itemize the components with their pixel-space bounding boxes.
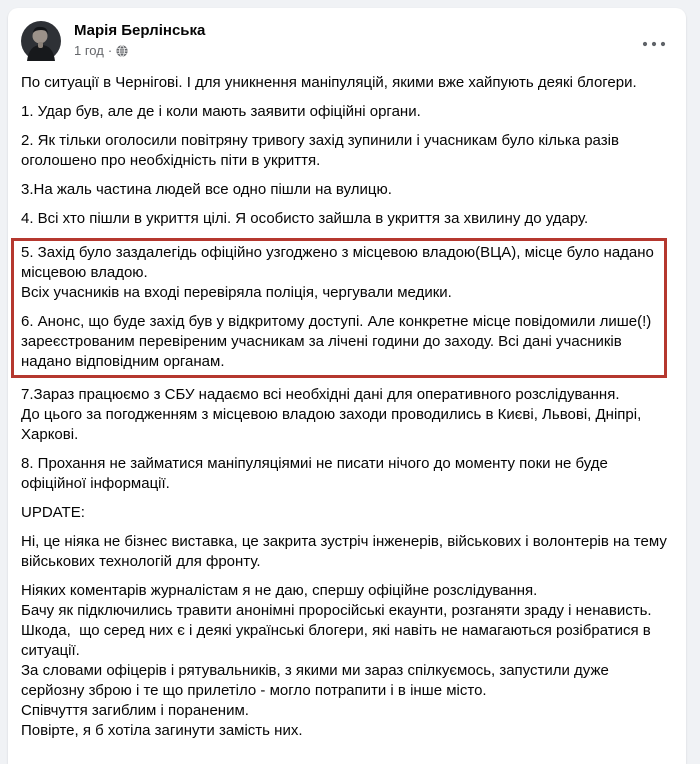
post-paragraph: По ситуації в Чернігові. І для уникнення маніпуляцій, якими вже хайпують деякі блогери.	[21, 74, 637, 91]
red-highlight-annotation-box	[11, 238, 667, 378]
post-paragraph: 5. Захід було заздалегідь офіційно узгоджено з місцевою владою(ВЦА), місце було надано місцевою владою. Всіх учасників на вході перевіряла поліція, чергували медики.	[21, 244, 654, 301]
avatar[interactable]	[21, 21, 61, 61]
post-paragraph: 1. Удар був, але де і коли мають заявити офіційні органи.	[21, 103, 421, 120]
post-text	[8, 61, 686, 764]
post-paragraph: Ніяких коментарів журналістам я не даю, спершу офіційне розслідування. Бачу як підключились травити анонімні проросійські екаунти, розганяти зраду і ненависть. Шкода, що серед них є і деякі українські блогери, які навіть не намагаються розібратися в ситуації. За словами офіцерів і рятувальників, з якими ми зараз спілкуємось, запустили дуже серйозну зброю і те що прилетіло - могло потрапити і в інше місто. Співчуття загиблим і пораненим. Повірте, я б хотіла загинути замість них.	[21, 582, 652, 739]
post-subline	[74, 43, 638, 59]
avatar-portrait	[21, 21, 61, 61]
post-timestamp[interactable]: 1 год	[74, 43, 104, 58]
post-paragraph: 7.Зараз працюємо з СБУ надаємо всі необхідні дані для оперативного розслідування. До цього за погодженням з місцевою владою заходи проводились в Києві, Львові, Дніпрі, Харкові.	[21, 386, 642, 443]
post-paragraph: 6. Анонс, що буде захід був у відкритому доступі. Але конкретне місце повідомили лише(!) зареєстрованим перевіреним учасникам за лічені години до заходу. Всі дані учасників надано відповідним органам.	[21, 313, 656, 370]
post-paragraph: 2. Як тільки оголосили повітряну тривогу захід зупинили і учасникам було кілька разів оголошено про необхідність піти в укриття.	[21, 132, 624, 169]
post-paragraph: 3.На жаль частина людей все одно пішли на вулицю.	[21, 181, 392, 198]
more-options-button[interactable]	[638, 31, 670, 55]
author-name[interactable]: Марія Берлінська	[74, 22, 206, 39]
post-paragraph: UPDATE:	[21, 504, 85, 521]
globe-icon	[116, 45, 128, 57]
post-header-meta	[74, 21, 638, 59]
post-paragraph: 4. Всі хто пішли в укриття цілі. Я особисто зайшла в укриття за хвилину до удару.	[21, 210, 589, 227]
post-paragraph: Ні, це ніяка не бізнес виставка, це закрита зустріч інженерів, військових і волонтерів на тему військових технологій для фронту.	[21, 533, 671, 570]
facebook-post-card	[8, 8, 686, 764]
post-paragraph: 8. Прохання не займатися маніпуляціямиі не писати нічого до моменту поки не буде офіційної інформації.	[21, 455, 613, 492]
ellipsis-icon	[641, 36, 667, 51]
timestamp-separator: ·	[107, 43, 113, 58]
post-header	[8, 8, 686, 61]
